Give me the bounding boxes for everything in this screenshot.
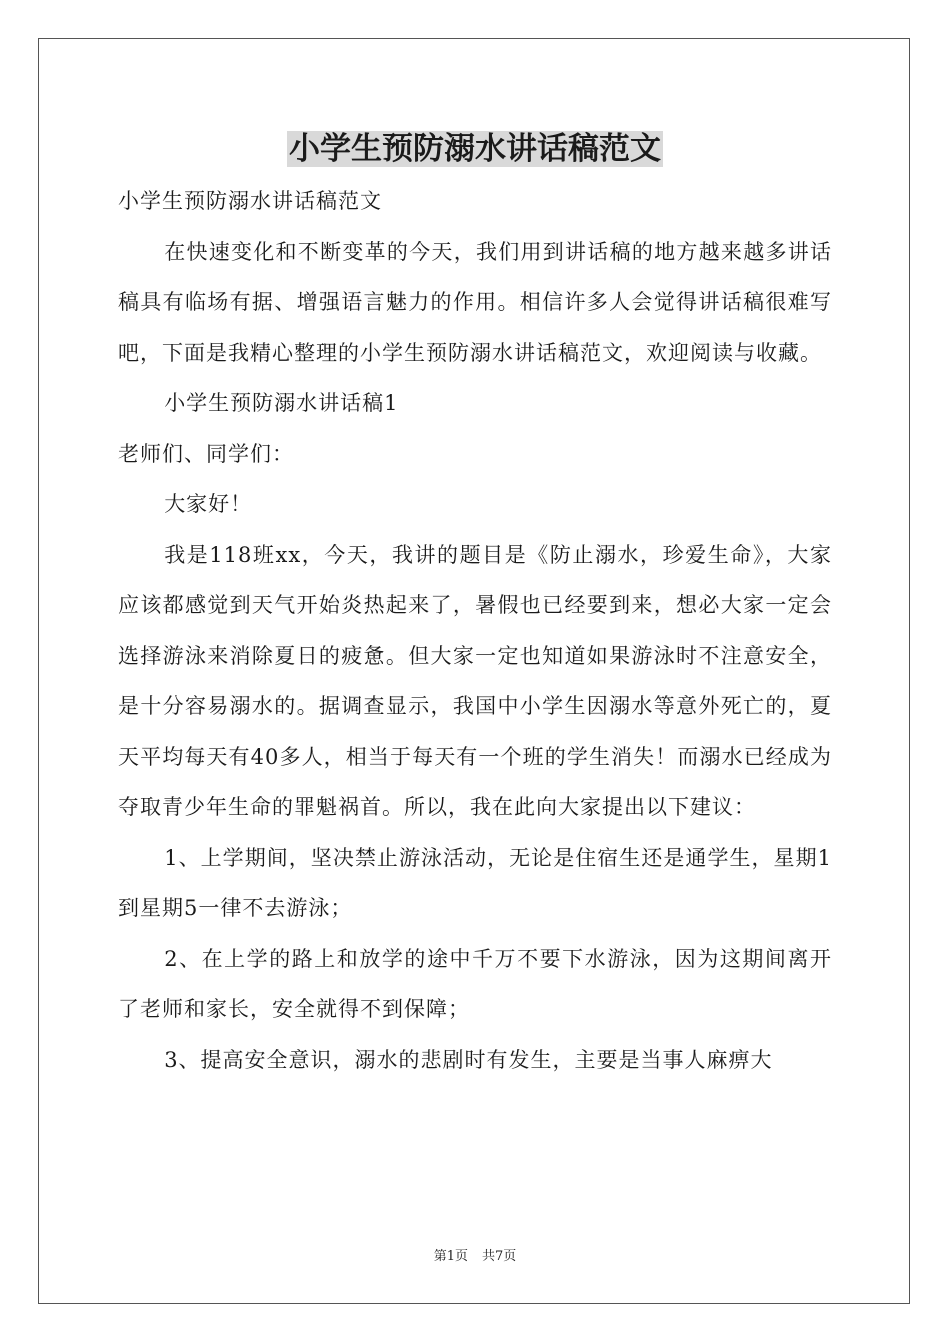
page-footer <box>0 1245 950 1264</box>
paragraph-speech-body: 我是118班xx，今天，我讲的题目是《防止溺水，珍爱生命》，大家应该都感觉到天气开始炎热起来了，暑假也已经要到来，想必大家一定会选择游泳来消除夏日的疲惫。但大家一定也知道如果游泳时不注意安全，是十分容易溺水的。据调查显示，我国中小学生因溺水等意外死亡的，夏天平均每天有40多人，相当于每天有一个班的学生消失！而溺水已经成为夺取青少年生命的罪魁祸首。所以，我在此向大家提出以下建议： <box>118 542 832 819</box>
document-title <box>0 127 950 171</box>
paragraph-suggestion-3: 3、提高安全意识，溺水的悲剧时有发生，主要是当事人麻痹大 <box>164 1047 773 1072</box>
paragraph-section-heading: 小学生预防溺水讲话稿1 <box>164 391 399 415</box>
paragraph-suggestion-1: 1、上学期间，坚决禁止游泳活动，无论是住宿生还是通学生，星期1到星期5一律不去游泳； <box>118 845 832 920</box>
page-number: 第1页 <box>433 1249 468 1264</box>
paragraph-subtitle: 小学生预防溺水讲话稿范文 <box>118 189 382 213</box>
paragraph-intro: 在快速变化和不断变革的今天，我们用到讲话稿的地方越来越多讲话稿具有临场有据、增强语言魅力的作用。相信许多人会觉得讲话稿很难写吧，下面是我精心整理的小学生预防溺水讲话稿范文，欢迎阅读与收藏。 <box>118 239 832 365</box>
paragraph-suggestion-2: 2、在上学的路上和放学的途中千万不要下水游泳，因为这期间离开了老师和家长，安全就得不到保障； <box>118 946 832 1021</box>
paragraph-greeting: 大家好！ <box>164 492 253 516</box>
document-body <box>118 176 832 1085</box>
document-title-text: 小学生预防溺水讲话稿范文 <box>289 131 661 167</box>
paragraph-salutation: 老师们、同学们： <box>118 441 294 466</box>
page-total: 共7页 <box>482 1249 517 1264</box>
